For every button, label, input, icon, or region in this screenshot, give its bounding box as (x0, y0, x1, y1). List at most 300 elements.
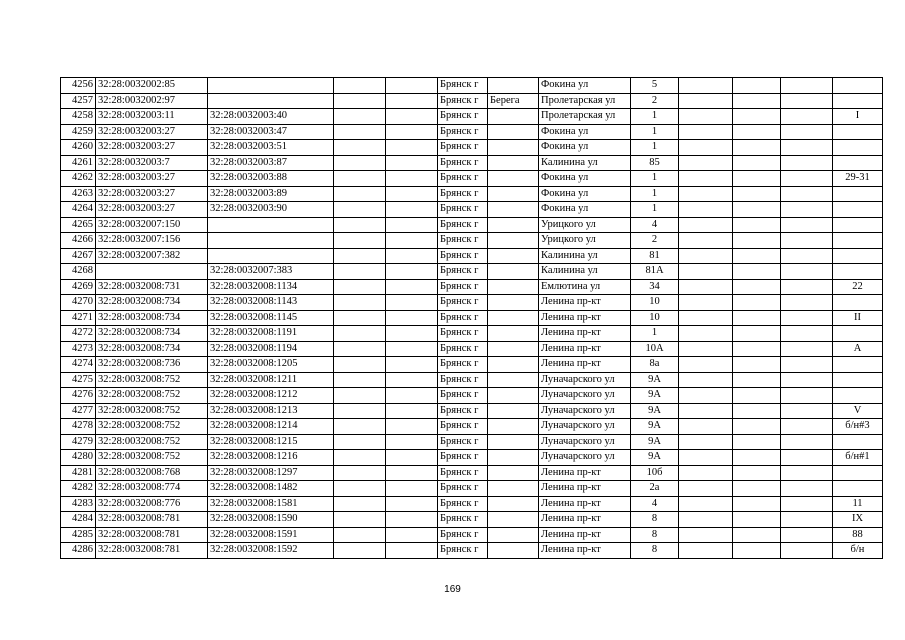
table-cell: 4256 (61, 78, 96, 94)
table-cell (488, 357, 539, 373)
table-cell: 32:28:0032003:7 (96, 155, 208, 171)
table-cell: 2 (631, 93, 679, 109)
table-cell (781, 217, 833, 233)
table-cell (334, 388, 386, 404)
table-row (61, 279, 883, 295)
table-cell (679, 264, 733, 280)
table-cell (679, 78, 733, 94)
table-cell (781, 543, 833, 559)
table-cell (386, 186, 438, 202)
table-cell (334, 186, 386, 202)
table-cell: 4282 (61, 481, 96, 497)
table-cell (386, 450, 438, 466)
table-cell (488, 279, 539, 295)
table-cell: Берега (488, 93, 539, 109)
table-cell: б/н#3 (833, 419, 883, 435)
table-row (61, 326, 883, 342)
table-cell (488, 450, 539, 466)
table-cell (781, 326, 833, 342)
table-cell: Фокина ул (539, 186, 631, 202)
table-cell: Брянск г (438, 419, 488, 435)
table-cell: 32:28:0032002:97 (96, 93, 208, 109)
table-cell: Брянск г (438, 171, 488, 187)
table-cell: Брянск г (438, 202, 488, 218)
table-row (61, 434, 883, 450)
table-cell: 32:28:0032003:51 (208, 140, 334, 156)
table-row (61, 233, 883, 249)
table-cell (781, 295, 833, 311)
table-cell (386, 124, 438, 140)
table-cell (833, 155, 883, 171)
table-cell (781, 279, 833, 295)
table-cell (679, 155, 733, 171)
table-cell (679, 233, 733, 249)
table-cell (781, 341, 833, 357)
table-cell (679, 171, 733, 187)
table-row (61, 310, 883, 326)
table-cell: 9А (631, 419, 679, 435)
table-cell: 4267 (61, 248, 96, 264)
table-cell: 85 (631, 155, 679, 171)
table-cell (833, 326, 883, 342)
table-row (61, 93, 883, 109)
table-cell (733, 155, 781, 171)
table-cell: 8 (631, 527, 679, 543)
table-cell (733, 527, 781, 543)
table-cell (386, 295, 438, 311)
table-cell (488, 186, 539, 202)
table-cell (488, 78, 539, 94)
table-cell: 4275 (61, 372, 96, 388)
table-cell: Ленина пр-кт (539, 481, 631, 497)
table-cell: 4260 (61, 140, 96, 156)
table-cell (833, 357, 883, 373)
table-cell (833, 140, 883, 156)
table-cell (488, 496, 539, 512)
table-cell (334, 279, 386, 295)
table-cell: 4278 (61, 419, 96, 435)
table-cell: Ленина пр-кт (539, 357, 631, 373)
table-cell (781, 434, 833, 450)
table-row (61, 512, 883, 528)
table-cell (833, 434, 883, 450)
table-cell (334, 233, 386, 249)
table-cell: 10А (631, 341, 679, 357)
table-cell: 81 (631, 248, 679, 264)
table-cell (781, 527, 833, 543)
table-cell (334, 450, 386, 466)
table-cell (781, 481, 833, 497)
table-cell: 4284 (61, 512, 96, 528)
table-cell (488, 403, 539, 419)
table-cell: 4258 (61, 109, 96, 125)
table-cell (833, 465, 883, 481)
table-cell (733, 124, 781, 140)
table-cell: 32:28:0032008:781 (96, 527, 208, 543)
table-cell: Брянск г (438, 233, 488, 249)
table-cell: Луначарского ул (539, 403, 631, 419)
table-row (61, 357, 883, 373)
table-cell (334, 78, 386, 94)
table-cell: Ленина пр-кт (539, 496, 631, 512)
table-cell (679, 109, 733, 125)
table-cell: Брянск г (438, 140, 488, 156)
table-cell: 32:28:0032008:752 (96, 403, 208, 419)
table-cell: 32:28:0032008:1482 (208, 481, 334, 497)
table-cell (488, 202, 539, 218)
table-cell: 9А (631, 403, 679, 419)
table-cell (488, 124, 539, 140)
table-cell (781, 248, 833, 264)
table-cell (733, 326, 781, 342)
table-cell (386, 512, 438, 528)
table-cell: 32:28:0032008:1194 (208, 341, 334, 357)
table-cell (733, 341, 781, 357)
table-cell: 4271 (61, 310, 96, 326)
table-cell (334, 543, 386, 559)
table-cell (488, 527, 539, 543)
table-cell (781, 233, 833, 249)
table-cell (833, 202, 883, 218)
table-cell (334, 341, 386, 357)
table-cell: 8а (631, 357, 679, 373)
table-cell (386, 109, 438, 125)
table-cell: 1 (631, 140, 679, 156)
table-cell (781, 155, 833, 171)
table-cell (733, 434, 781, 450)
table-cell: Брянск г (438, 217, 488, 233)
table-cell: 4281 (61, 465, 96, 481)
table-cell (733, 465, 781, 481)
table-cell: 4273 (61, 341, 96, 357)
table-row (61, 171, 883, 187)
table-cell (679, 388, 733, 404)
table-cell (386, 434, 438, 450)
table-cell: Урицкого ул (539, 233, 631, 249)
table-cell (833, 372, 883, 388)
table-cell (781, 310, 833, 326)
table-cell: б/н#1 (833, 450, 883, 466)
table-cell: 4269 (61, 279, 96, 295)
table-cell: Брянск г (438, 481, 488, 497)
table-row (61, 481, 883, 497)
table-cell (334, 357, 386, 373)
table-cell (386, 372, 438, 388)
table-cell: 4276 (61, 388, 96, 404)
table-cell: Луначарского ул (539, 419, 631, 435)
table-cell: Брянск г (438, 465, 488, 481)
table-cell: 32:28:0032003:11 (96, 109, 208, 125)
table-cell (679, 326, 733, 342)
table-cell (488, 481, 539, 497)
table-cell (334, 403, 386, 419)
table-cell (386, 279, 438, 295)
table-cell: 32:28:0032008:752 (96, 434, 208, 450)
table-cell (781, 140, 833, 156)
table-cell (488, 512, 539, 528)
table-cell: V (833, 403, 883, 419)
table-cell (679, 341, 733, 357)
table-cell (334, 264, 386, 280)
table-cell: 22 (833, 279, 883, 295)
table-cell (781, 171, 833, 187)
table-cell (208, 248, 334, 264)
table-cell: 4265 (61, 217, 96, 233)
table-cell (679, 186, 733, 202)
table-cell (334, 326, 386, 342)
table-cell (833, 264, 883, 280)
table-cell: 2 (631, 233, 679, 249)
table-cell (488, 233, 539, 249)
table-cell (386, 403, 438, 419)
table-cell (833, 217, 883, 233)
table-cell (679, 248, 733, 264)
table-cell (733, 140, 781, 156)
table-cell: Калинина ул (539, 248, 631, 264)
table-cell (733, 202, 781, 218)
table-cell (334, 512, 386, 528)
table-cell (679, 465, 733, 481)
table-cell: 1 (631, 202, 679, 218)
table-cell (679, 512, 733, 528)
table-cell (781, 93, 833, 109)
table-cell: 4274 (61, 357, 96, 373)
table-cell: Фокина ул (539, 202, 631, 218)
table-cell (488, 310, 539, 326)
table-cell (386, 233, 438, 249)
table-row (61, 403, 883, 419)
table-cell (488, 465, 539, 481)
table-row (61, 124, 883, 140)
table-cell (386, 310, 438, 326)
table-cell: Калинина ул (539, 264, 631, 280)
table-cell: 5 (631, 78, 679, 94)
table-cell (334, 434, 386, 450)
table-row (61, 155, 883, 171)
table-cell: 4262 (61, 171, 96, 187)
table-cell: 10 (631, 295, 679, 311)
table-cell: 32:28:0032007:382 (96, 248, 208, 264)
table-cell: б/н (833, 543, 883, 559)
page-number: 169 (444, 584, 461, 595)
table-cell: Луначарского ул (539, 434, 631, 450)
table-cell (679, 450, 733, 466)
table-cell (488, 326, 539, 342)
table-row (61, 372, 883, 388)
table-cell: Брянск г (438, 512, 488, 528)
table-cell (781, 512, 833, 528)
table-cell: Брянск г (438, 109, 488, 125)
table-cell: Брянск г (438, 450, 488, 466)
table-cell (488, 140, 539, 156)
table-cell (334, 295, 386, 311)
table-cell (781, 496, 833, 512)
table-cell: Брянск г (438, 264, 488, 280)
table-cell: Брянск г (438, 496, 488, 512)
table-row (61, 450, 883, 466)
table-cell: 32:28:0032008:774 (96, 481, 208, 497)
table-cell (733, 388, 781, 404)
table-cell: Ленина пр-кт (539, 295, 631, 311)
table-cell: 1 (631, 186, 679, 202)
registry-table (60, 77, 883, 559)
table-cell: 10б (631, 465, 679, 481)
table-cell (733, 419, 781, 435)
table-cell: IX (833, 512, 883, 528)
table-cell: Фокина ул (539, 140, 631, 156)
table-cell (386, 140, 438, 156)
table-cell: 32:28:0032008:734 (96, 295, 208, 311)
table-cell (386, 357, 438, 373)
table-cell: 32:28:0032008:1216 (208, 450, 334, 466)
table-cell (733, 217, 781, 233)
table-cell: А (833, 341, 883, 357)
table-cell (334, 171, 386, 187)
table-cell: 9А (631, 434, 679, 450)
table-cell (733, 496, 781, 512)
table-cell (679, 202, 733, 218)
table-cell: Луначарского ул (539, 450, 631, 466)
table-cell: Луначарского ул (539, 372, 631, 388)
table-cell: 4270 (61, 295, 96, 311)
table-cell: 32:28:0032003:47 (208, 124, 334, 140)
table-cell: 32:28:0032003:27 (96, 186, 208, 202)
table-cell: 32:28:0032008:1145 (208, 310, 334, 326)
table-cell (386, 496, 438, 512)
table-cell (208, 233, 334, 249)
table-cell: 4264 (61, 202, 96, 218)
table-cell: 4286 (61, 543, 96, 559)
table-cell: Брянск г (438, 93, 488, 109)
table-cell (386, 217, 438, 233)
table-cell (679, 481, 733, 497)
table-cell: 32:28:0032003:40 (208, 109, 334, 125)
table-cell: 1 (631, 109, 679, 125)
table-cell: Ленина пр-кт (539, 341, 631, 357)
table-cell: 9А (631, 450, 679, 466)
table-cell (781, 186, 833, 202)
table-cell: 32:28:0032008:1581 (208, 496, 334, 512)
table-cell: 32:28:0032008:781 (96, 543, 208, 559)
table-cell (488, 419, 539, 435)
table-cell (334, 155, 386, 171)
table-cell: Ленина пр-кт (539, 465, 631, 481)
table-cell: 1 (631, 326, 679, 342)
table-cell (488, 109, 539, 125)
table-cell: 9А (631, 388, 679, 404)
table-cell (386, 326, 438, 342)
table-cell: 32:28:0032003:90 (208, 202, 334, 218)
table-cell (334, 140, 386, 156)
table-cell: Калинина ул (539, 155, 631, 171)
table-cell (334, 310, 386, 326)
table-cell (781, 124, 833, 140)
table-cell (488, 248, 539, 264)
table-cell: 32:28:0032008:752 (96, 450, 208, 466)
table-cell (733, 279, 781, 295)
table-cell (781, 202, 833, 218)
table-cell: 4285 (61, 527, 96, 543)
table-cell: 32:28:0032007:156 (96, 233, 208, 249)
table-cell: 4268 (61, 264, 96, 280)
table-cell: 4261 (61, 155, 96, 171)
table-cell: 32:28:0032003:88 (208, 171, 334, 187)
table-row (61, 496, 883, 512)
table-cell: 4 (631, 496, 679, 512)
table-cell: 32:28:0032008:752 (96, 372, 208, 388)
table-cell: Брянск г (438, 388, 488, 404)
table-cell: Брянск г (438, 372, 488, 388)
table-cell: I (833, 109, 883, 125)
table-cell: 4257 (61, 93, 96, 109)
table-cell (334, 465, 386, 481)
table-cell: Брянск г (438, 326, 488, 342)
table-cell: 32:28:0032002:85 (96, 78, 208, 94)
table-cell: 32:28:0032008:1205 (208, 357, 334, 373)
table-cell (679, 372, 733, 388)
table-cell: Брянск г (438, 357, 488, 373)
table-cell: Емлютина ул (539, 279, 631, 295)
table-cell (386, 155, 438, 171)
table-cell (386, 419, 438, 435)
table-cell (334, 109, 386, 125)
table-cell: 32:28:0032008:781 (96, 512, 208, 528)
table-cell (733, 357, 781, 373)
table-cell: 32:28:0032003:27 (96, 124, 208, 140)
table-cell (386, 481, 438, 497)
table-cell (386, 543, 438, 559)
table-cell: Фокина ул (539, 124, 631, 140)
table-cell: 32:28:0032008:1213 (208, 403, 334, 419)
table-row (61, 109, 883, 125)
table-cell (679, 434, 733, 450)
table-cell (386, 248, 438, 264)
table-cell (833, 186, 883, 202)
table-cell: Брянск г (438, 279, 488, 295)
table-row (61, 248, 883, 264)
table-cell (733, 186, 781, 202)
table-cell: Луначарского ул (539, 388, 631, 404)
table-cell: 4272 (61, 326, 96, 342)
table-cell (733, 450, 781, 466)
table-cell: II (833, 310, 883, 326)
table-cell (208, 78, 334, 94)
table-cell (488, 155, 539, 171)
table-cell: 9А (631, 372, 679, 388)
table-cell (488, 388, 539, 404)
table-cell: 32:28:0032008:752 (96, 419, 208, 435)
table-cell: 32:28:0032008:776 (96, 496, 208, 512)
table-cell: 8 (631, 543, 679, 559)
table-cell (488, 295, 539, 311)
table-cell: 32:28:0032007:150 (96, 217, 208, 233)
table-cell: 32:28:0032003:27 (96, 140, 208, 156)
table-cell: Брянск г (438, 434, 488, 450)
table-cell (833, 233, 883, 249)
table-cell (488, 434, 539, 450)
table-cell (833, 481, 883, 497)
registry-table-body (61, 78, 883, 559)
table-cell (334, 496, 386, 512)
table-cell: 32:28:0032008:734 (96, 326, 208, 342)
table-cell: Ленина пр-кт (539, 543, 631, 559)
table-cell (334, 481, 386, 497)
table-cell: 32:28:0032008:1134 (208, 279, 334, 295)
table-cell (833, 248, 883, 264)
table-row (61, 217, 883, 233)
table-cell (679, 124, 733, 140)
table-cell (733, 233, 781, 249)
